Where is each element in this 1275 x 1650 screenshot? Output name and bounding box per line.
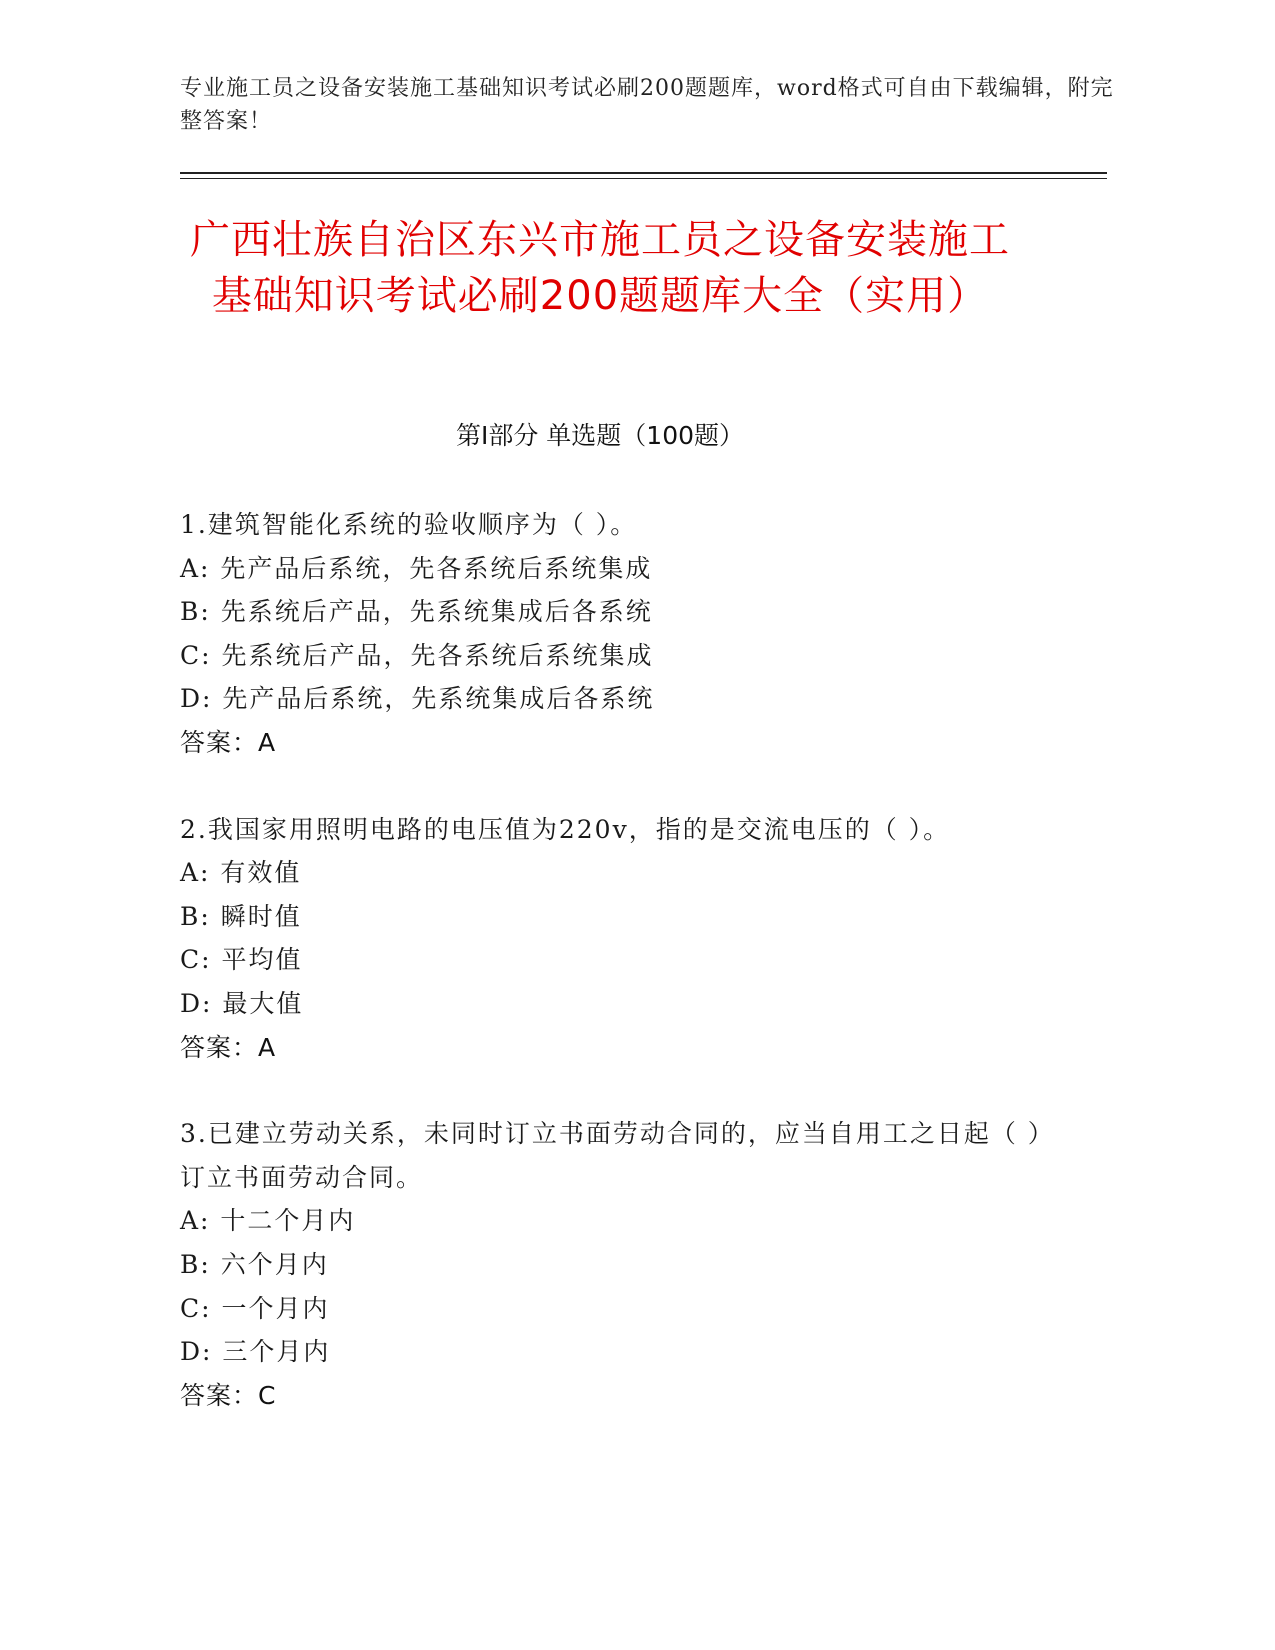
option-c: C: 先系统后产品，先各系统后系统集成 (180, 640, 654, 670)
option-d: D: 最大值 (180, 988, 304, 1018)
question-1 (180, 503, 1060, 765)
option-d: D: 先产品后系统，先系统集成后各系统 (180, 684, 655, 714)
header-rule-thick (180, 172, 1107, 174)
question-stem: 1.建筑智能化系统的验收顺序为（ ）。 (180, 510, 638, 539)
answer: 答案：A (180, 727, 277, 757)
option-d: D: 三个月内 (180, 1337, 331, 1367)
question-list (180, 503, 1060, 1460)
option-b: B: 先系统后产品，先系统集成后各系统 (180, 597, 653, 627)
option-a: A: 十二个月内 (180, 1206, 356, 1236)
answer: 答案：A (180, 1032, 277, 1062)
document-title: 广西壮族自治区东兴市施工员之设备安装施工基础知识考试必刷200题题库大全（实用） (190, 217, 1010, 319)
question-3 (180, 1112, 1060, 1417)
option-c: C: 平均值 (180, 945, 303, 975)
option-a: A: 先产品后系统，先各系统后系统集成 (180, 553, 653, 583)
answer: 答案：C (180, 1380, 277, 1410)
question-stem: 3.已建立劳动关系，未同时订立书面劳动合同的，应当自用工之日起（ ）订立书面劳动合同。 (180, 1119, 1055, 1192)
option-b: B: 瞬时值 (180, 901, 302, 931)
option-c: C: 一个月内 (180, 1293, 330, 1323)
header-rule-thin (180, 178, 1107, 179)
section-heading: 第I部分 单选题（100题） (455, 421, 745, 450)
option-b: B: 六个月内 (180, 1249, 329, 1279)
header-note: 专业施工员之设备安装施工基础知识考试必刷200题题库，word格式可自由下载编辑，附完整答案！ (180, 76, 1114, 134)
option-a: A: 有效值 (180, 858, 302, 888)
question-2 (180, 808, 1060, 1070)
question-stem: 2.我国家用照明电路的电压值为220v，指的是交流电压的（ ）。 (180, 814, 951, 844)
